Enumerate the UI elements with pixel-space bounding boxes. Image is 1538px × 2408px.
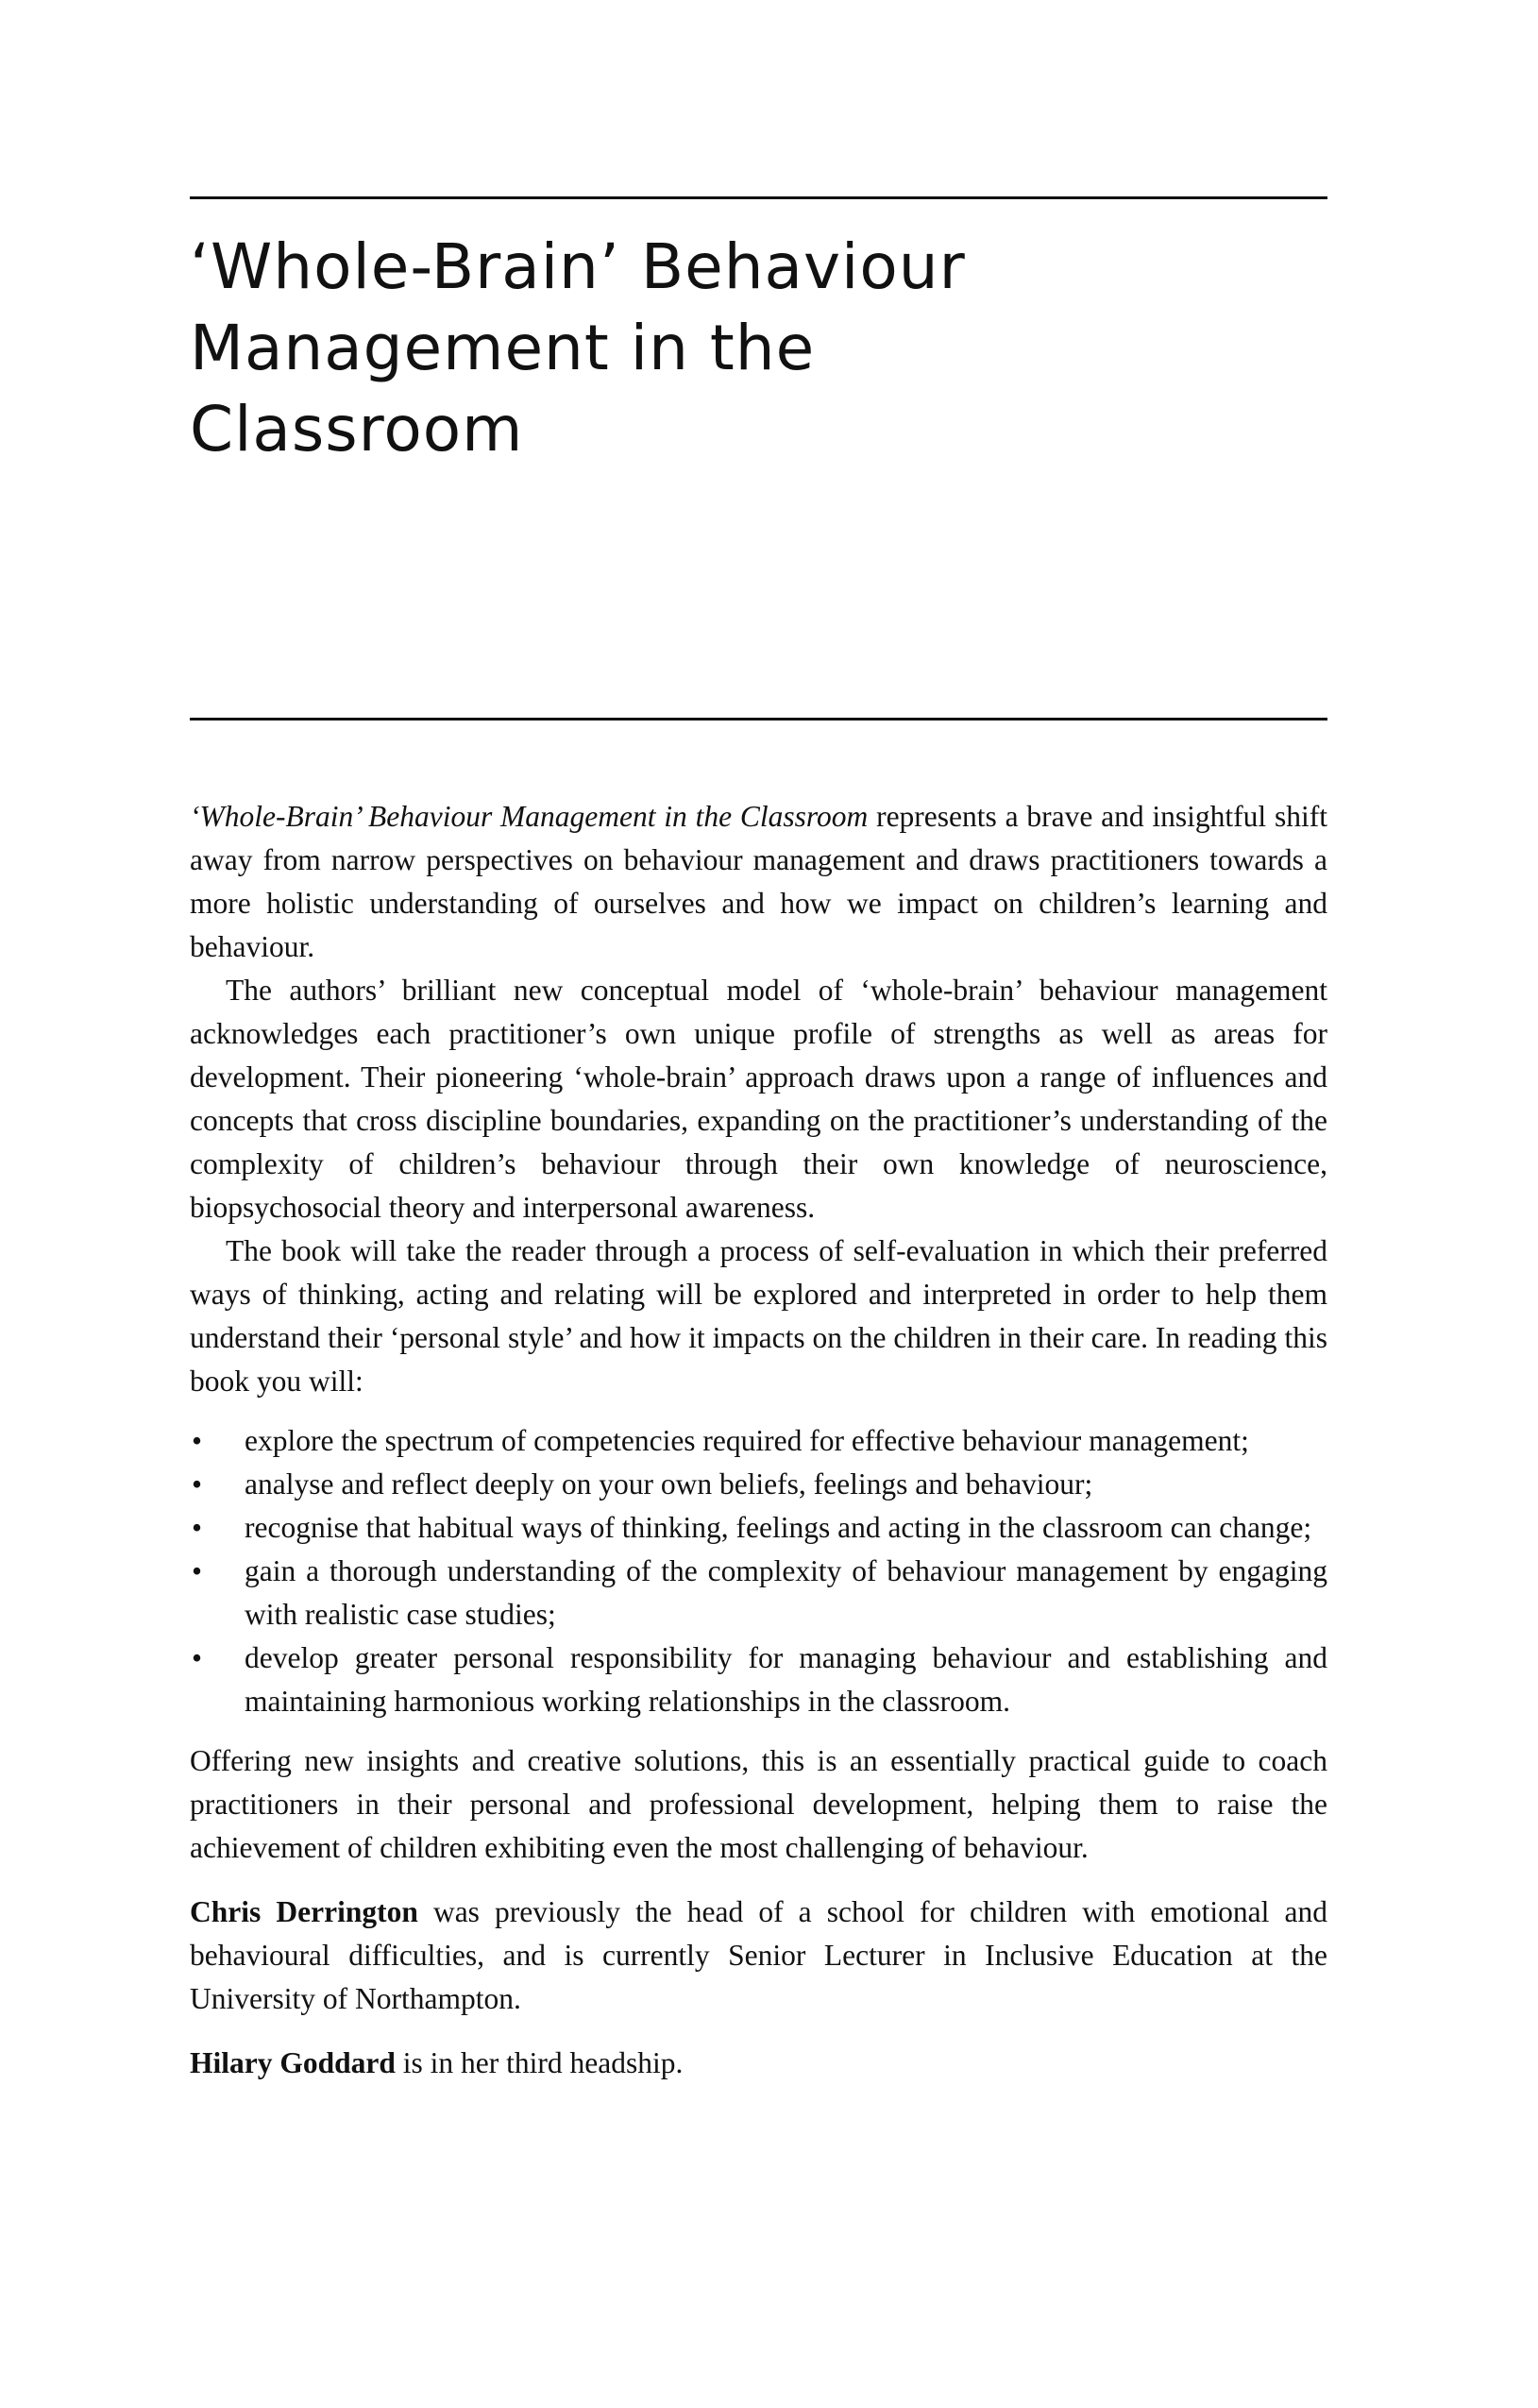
bullet-icon: • <box>192 1467 203 1501</box>
bullet-icon: • <box>192 1641 203 1674</box>
author-name: Chris Derrington <box>190 1895 418 1928</box>
top-rule <box>190 196 1327 199</box>
outcomes-list <box>190 1419 1327 1723</box>
title-line: Management in the <box>190 312 816 384</box>
middle-rule <box>190 718 1327 721</box>
list-item <box>190 1636 1327 1723</box>
blurb-body <box>190 795 1327 2085</box>
list-item <box>190 1550 1327 1636</box>
italic-book-title: ‘Whole-Brain’ Behaviour Management in the Classroom <box>190 800 869 833</box>
list-item-text: analyse and reflect deeply on your own beliefs, feelings and behaviour; <box>245 1467 1093 1501</box>
list-item <box>190 1506 1327 1550</box>
title-line: ‘Whole-Brain’ Behaviour <box>190 230 966 303</box>
title-line: Classroom <box>190 393 524 466</box>
author-bio-text: is in her third headship. <box>395 2046 684 2079</box>
book-title <box>190 227 1327 470</box>
author-bio <box>190 2042 1327 2085</box>
process-paragraph: The book will take the reader through a process of self-evaluation in which their preferred ways of thinking, acting and relating will be explored and interpreted in order to help them understand their ‘personal style’ and how it impacts on the children in their care. In reading this book you will: <box>190 1234 1327 1398</box>
list-item-text: explore the spectrum of competencies required for effective behaviour management; <box>245 1424 1249 1457</box>
list-item <box>190 1419 1327 1463</box>
list-item <box>190 1463 1327 1506</box>
author-bio <box>190 1891 1327 2021</box>
list-item-text: recognise that habitual ways of thinking, feelings and acting in the classroom can change; <box>245 1511 1312 1544</box>
intro-text: represents a brave and insightful shift away from narrow perspectives on behaviour management and draws practitioners towards a more holistic understanding of ourselves and how we impact on children’s learning and behaviour. <box>190 800 1327 963</box>
bullet-icon: • <box>192 1554 203 1587</box>
intro-paragraph <box>190 795 1327 969</box>
summary-paragraph: Offering new insights and creative solutions, this is an essentially practical guide to coach practitioners in their personal and professional development, helping them to raise the achievement of children exhibiting even the most challenging of behaviour. <box>190 1744 1327 1864</box>
author-bio-text: was previously the head of a school for children with emotional and behavioural difficulties, and is currently Senior Lecturer in Inclusive Education at the University of Northampton. <box>190 1895 1327 2015</box>
list-item-text: develop greater personal responsibility for managing behaviour and establishing and maintaining harmonious working relationships in the classroom. <box>245 1641 1327 1718</box>
model-paragraph: The authors’ brilliant new conceptual model of ‘whole-brain’ behaviour management acknowledges each practitioner’s own unique profile of strengths as well as areas for development. Their pioneering ‘whole-brain’ approach draws upon a range of influences and concepts that cross discipline boundaries, expanding on the practitioner’s understanding of the complexity of children’s behaviour through their own knowledge of neuroscience, biopsychosocial theory and interpersonal awareness. <box>190 974 1327 1224</box>
bullet-icon: • <box>192 1511 203 1544</box>
bullet-icon: • <box>192 1424 203 1457</box>
list-item-text: gain a thorough understanding of the complexity of behaviour management by engaging with realistic case studies; <box>245 1554 1327 1631</box>
author-name: Hilary Goddard <box>190 2046 396 2079</box>
